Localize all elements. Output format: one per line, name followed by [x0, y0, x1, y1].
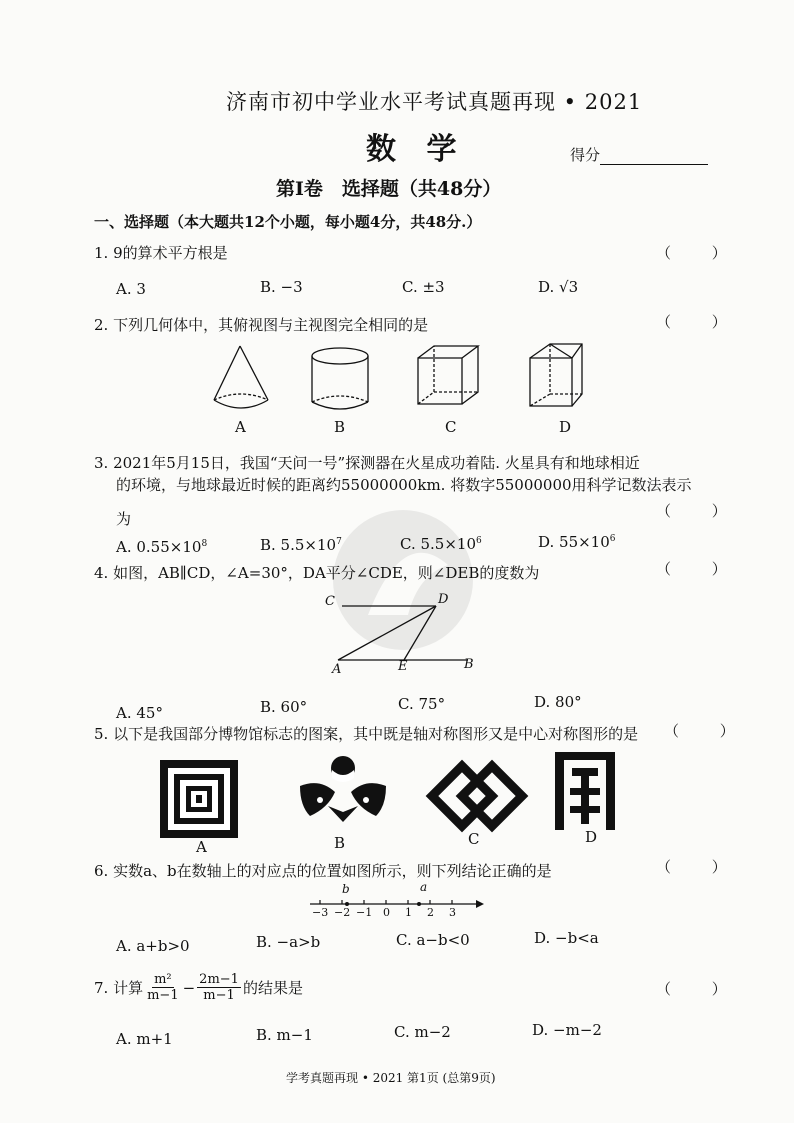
q2-label-c: C	[445, 418, 457, 436]
museum-logos-figure	[160, 748, 630, 838]
question-2-answer-paren: （ ）	[656, 313, 745, 331]
score-field	[570, 144, 708, 165]
axis-tick-1: 1	[405, 906, 412, 919]
question-1-text: 1. 9的算术平方根是	[94, 244, 228, 262]
q5-label-d: D	[585, 828, 598, 846]
q7-option-b: B. m−1	[256, 1026, 313, 1044]
axis-point-a-label: a	[420, 880, 428, 894]
q3-option-d-base: D. 55×10	[538, 533, 610, 551]
solids-figure	[200, 340, 620, 420]
q7-option-c: C. m−2	[394, 1023, 451, 1041]
q5-label-b: B	[334, 834, 346, 852]
q7-frac1-denominator: m−1	[147, 988, 179, 1003]
q4-option-b: B. 60°	[260, 698, 308, 716]
question-4-text: 4. 如图，AB∥CD，∠A=30°，DA平分∠CDE，则∠DEB的度数为	[94, 564, 540, 582]
q5-label-a: A	[196, 838, 207, 856]
q7-fraction-2	[197, 972, 241, 1003]
q7-prefix: 7. 计算	[94, 979, 144, 997]
question-3-line-2: 的环境，与地球最近时候的距离约55000000km. 将数字55000000用科学记数法表示	[116, 476, 692, 494]
axis-point-b-label: b	[342, 882, 350, 896]
q4-label-d: D	[438, 592, 449, 607]
part-title: 一、选择题（本大题共12个小题，每小题4分，共48分.）	[94, 213, 482, 231]
question-6-text: 6. 实数a、b在数轴上的对应点的位置如图所示，则下列结论正确的是	[94, 862, 552, 880]
q7-fraction-1	[145, 972, 181, 1003]
question-4-answer-paren: （ ）	[656, 560, 745, 578]
logo-d-glyph	[555, 752, 615, 830]
q6-option-b: B. −a>b	[256, 933, 321, 951]
q2-label-b: B	[334, 418, 346, 436]
section-title: 第Ⅰ卷 选择题（共48分）	[276, 178, 502, 200]
q1-option-a: A. 3	[116, 280, 146, 298]
q1-option-d: D. √3	[538, 278, 579, 296]
q2-label-a: A	[235, 418, 246, 436]
logo-b-bronze-mask	[300, 756, 386, 822]
q3-option-a-base: A. 0.55×10	[116, 538, 202, 556]
question-7-text	[94, 972, 303, 1003]
q3-option-b	[260, 536, 342, 554]
q1-option-c: C. ±3	[402, 278, 445, 296]
question-1-answer-paren: （ ）	[656, 244, 745, 262]
q3-option-d	[538, 533, 616, 551]
axis-tick-2: 2	[427, 906, 434, 919]
axis-tick-0: 0	[383, 906, 390, 919]
q4-option-c: C. 75°	[398, 695, 446, 713]
score-label: 得分	[570, 146, 601, 164]
q4-option-d: D. 80°	[534, 693, 582, 711]
q7-frac2-denominator: m−1	[203, 988, 235, 1003]
q4-label-a: A	[332, 662, 342, 677]
question-6-answer-paren: （ ）	[656, 858, 745, 876]
q1-option-b: B. −3	[260, 278, 303, 296]
q7-suffix: 的结果是	[242, 979, 303, 997]
q3-option-c-base: C. 5.5×10	[400, 535, 476, 553]
question-3-answer-paren: （ ）	[656, 502, 745, 520]
subject-title: 数 学	[366, 132, 467, 167]
q2-label-d: D	[559, 418, 572, 436]
question-3-line-3: 为	[116, 510, 132, 528]
q3-option-c	[400, 535, 482, 553]
q3-option-c-exp: 6	[476, 536, 482, 546]
q6-option-a: A. a+b>0	[116, 937, 190, 955]
q4-label-c: C	[325, 594, 335, 609]
score-blank	[600, 150, 708, 165]
q6-option-d: D. −b<a	[534, 929, 599, 947]
q7-frac2-numerator: 2m−1	[199, 972, 239, 987]
number-line	[306, 890, 486, 912]
q3-option-b-base: B. 5.5×10	[260, 536, 337, 554]
question-3-line-1: 3. 2021年5月15日，我国“天问一号”探测器在火星成功着陆. 火星具有和地球相近	[94, 454, 640, 472]
q4-option-a: A. 45°	[116, 704, 163, 722]
axis-tick-neg1: −1	[356, 906, 373, 919]
q4-label-e: E	[398, 659, 408, 674]
question-7-answer-paren: （ ）	[656, 980, 745, 998]
axis-tick-3: 3	[449, 906, 456, 919]
axis-tick-neg3: −3	[312, 906, 329, 919]
q7-minus: −	[182, 978, 196, 997]
question-5-answer-paren: （ ）	[664, 722, 753, 740]
q7-option-a: A. m+1	[116, 1030, 173, 1048]
q4-label-b: B	[464, 657, 474, 672]
q3-option-b-exp: 7	[336, 537, 342, 547]
axis-tick-neg2: −2	[334, 906, 351, 919]
q3-option-a	[116, 538, 207, 556]
q7-frac1-numerator: m²	[154, 972, 172, 987]
q6-option-c: C. a−b<0	[396, 931, 470, 949]
logo-c-knot	[432, 766, 522, 826]
page-footer: 学考真题再现 • 2021 第1页 (总第9页)	[286, 1071, 496, 1085]
logo-a-square-maze	[160, 760, 238, 838]
question-2-text: 2. 下列几何体中，其俯视图与主视图完全相同的是	[94, 316, 429, 334]
q5-label-c: C	[468, 830, 480, 848]
page-title: 济南市初中学业水平考试真题再现 • 2021	[226, 90, 643, 114]
q3-option-a-exp: 8	[201, 539, 208, 549]
q3-option-d-exp: 6	[609, 534, 616, 544]
question-5-text: 5. 以下是我国部分博物馆标志的图案，其中既是轴对称图形又是中心对称图形的是	[94, 725, 639, 743]
q7-option-d: D. −m−2	[532, 1021, 602, 1039]
